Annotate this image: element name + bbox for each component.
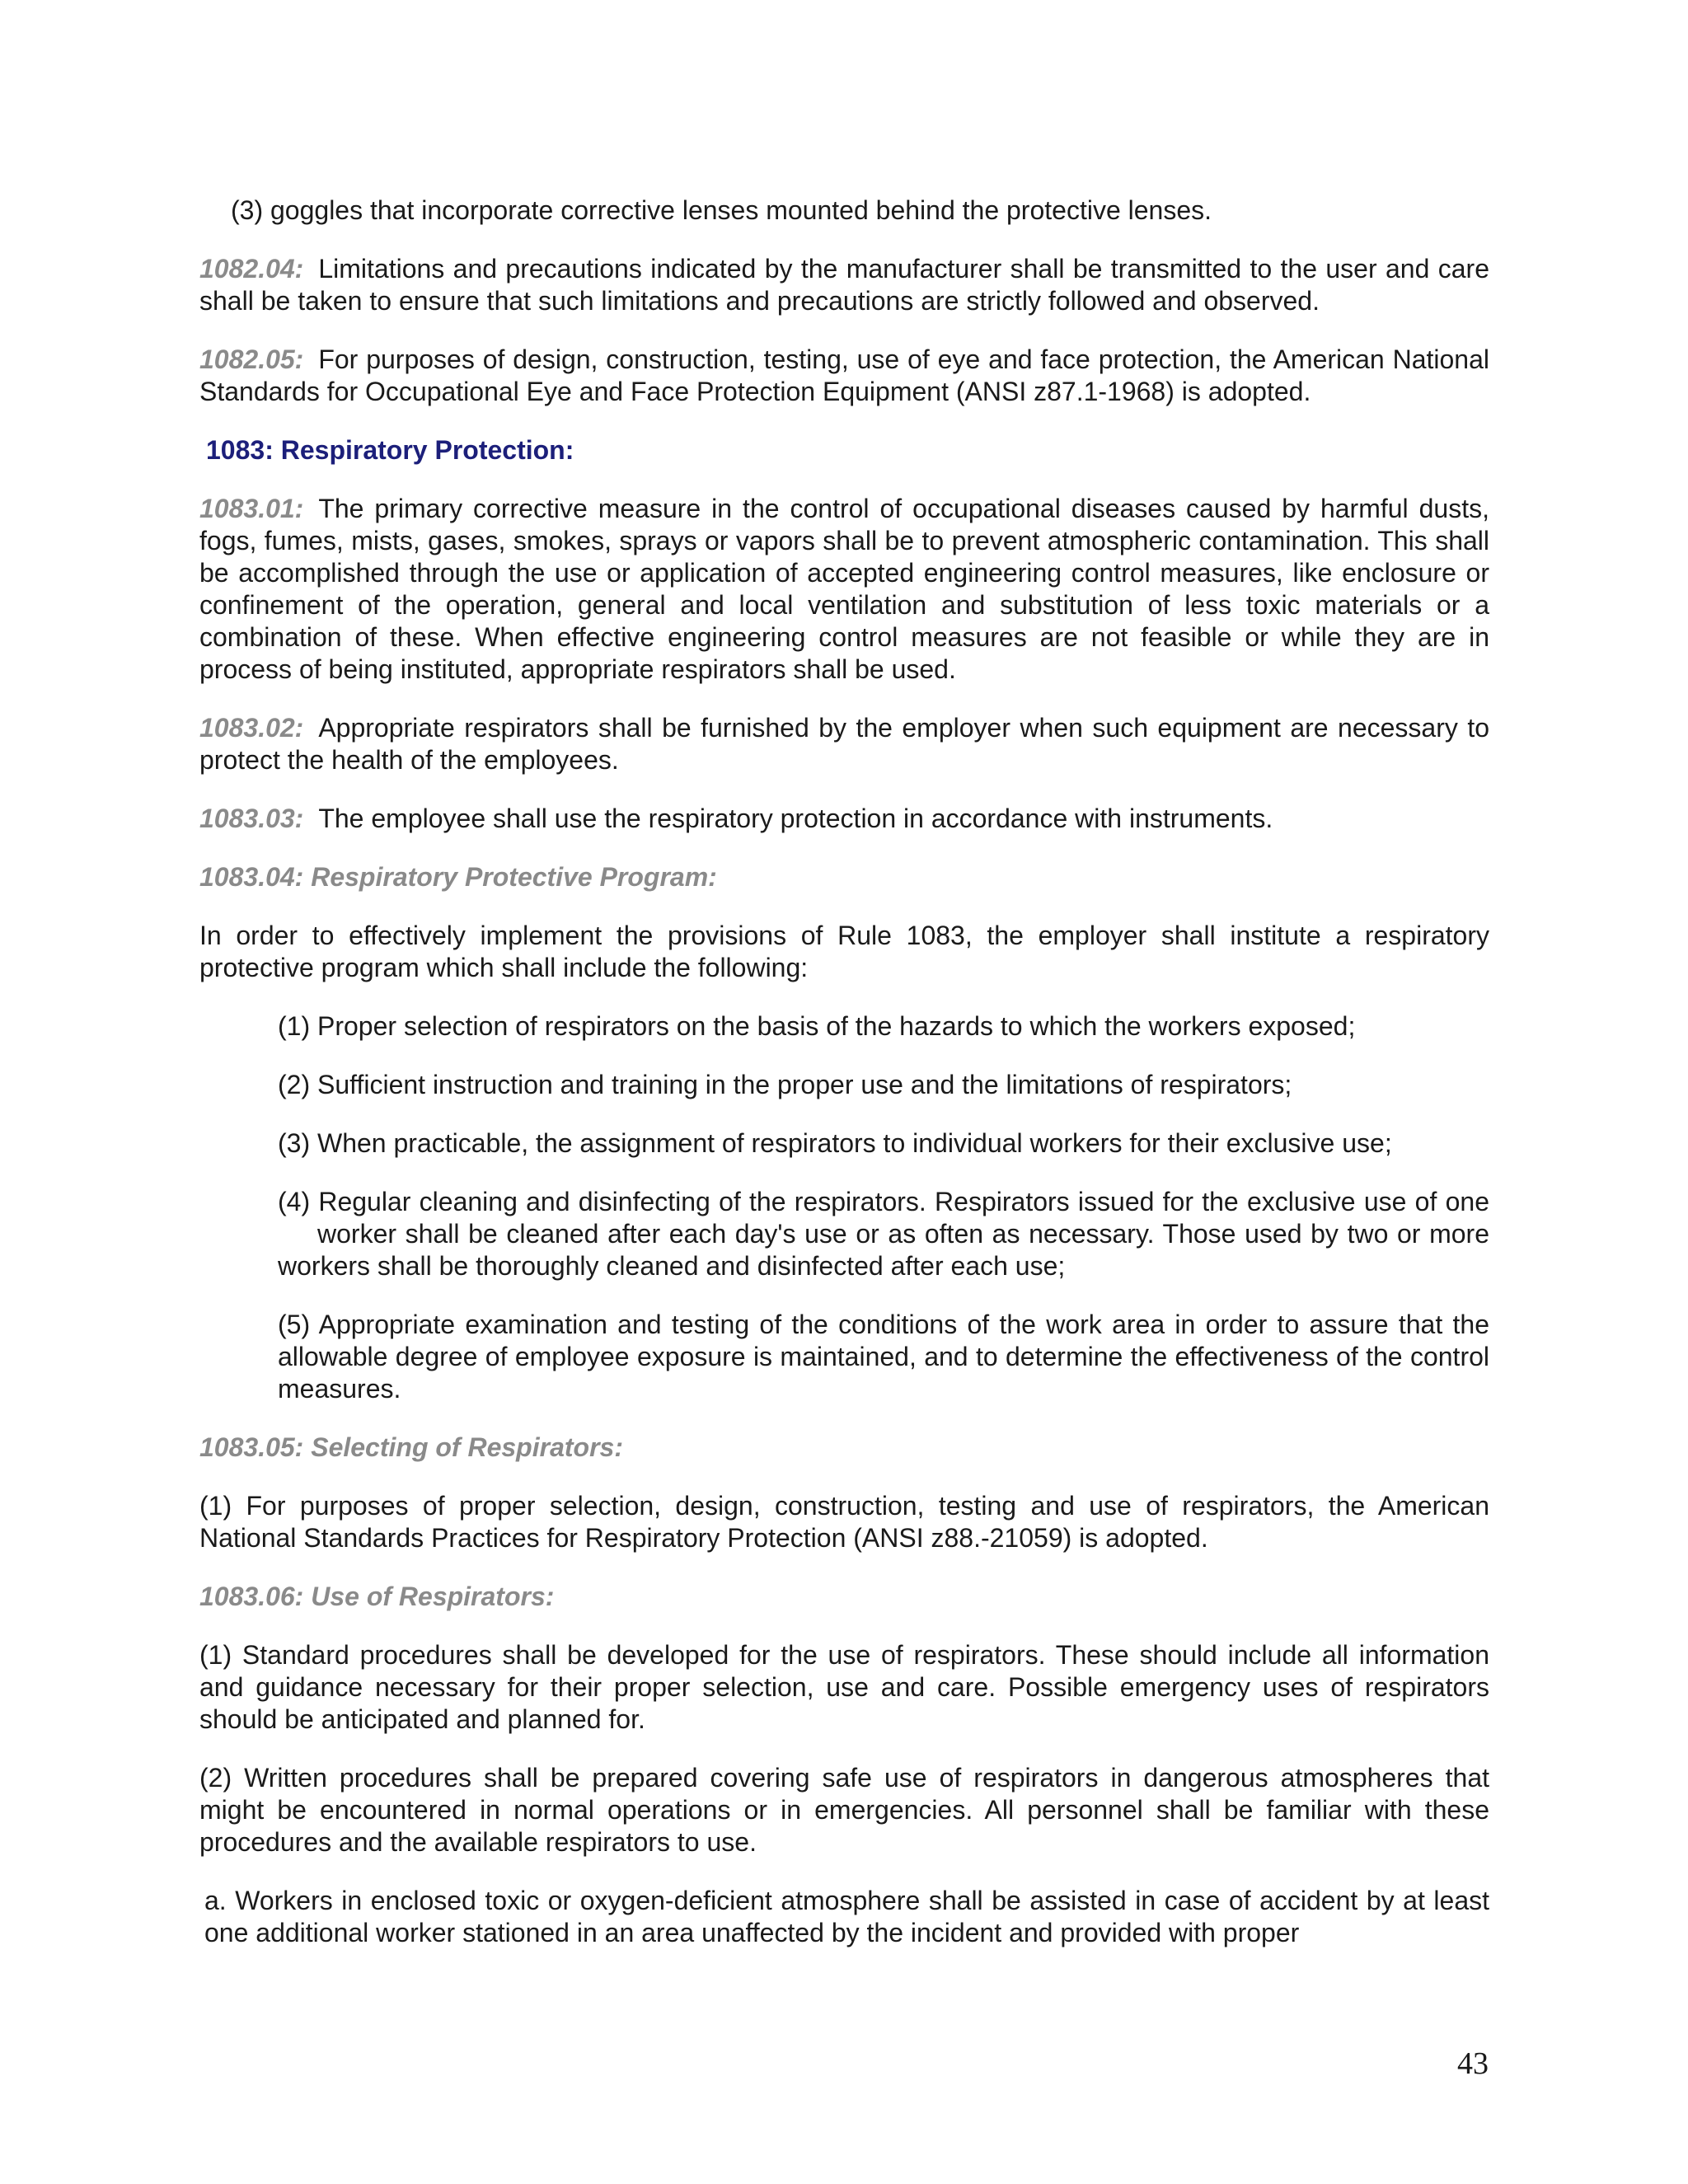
paragraph-1083-03	[199, 803, 1489, 835]
program-item-2: (2) Sufficient instruction and training in the proper use and the limitations of respirators;	[278, 1070, 1292, 1099]
subheading-1083-04: 1083.04: Respiratory Protective Program:	[199, 862, 717, 892]
section-heading-1083: 1083: Respiratory Protection:	[206, 435, 574, 465]
paragraph-1083-02	[199, 712, 1489, 776]
section-code: 1083.01:	[199, 494, 304, 523]
paragraph-1083-06-1: (1) Standard procedures shall be developed for the use of respirators. These should include all information and guidance necessary for their proper selection, use and care. Possible emergency uses of respirators should be anticipated and planned for.	[199, 1640, 1489, 1734]
section-code: 1083.02:	[199, 713, 304, 743]
paragraph-1083-01	[199, 493, 1489, 686]
subheading-1083-06: 1083.06: Use of Respirators:	[199, 1582, 555, 1611]
program-intro: In order to effectively implement the provisions of Rule 1083, the employer shall institute a respiratory protective program which shall include the following:	[199, 921, 1489, 982]
goggles-item: (3) goggles that incorporate corrective lenses mounted behind the protective lenses.	[231, 195, 1212, 225]
section-code: 1083.03:	[199, 804, 304, 833]
paragraph-1083-05-1: (1) For purposes of proper selection, design, construction, testing and use of respirators, the American National Standards Practices for Respiratory Protection (ANSI z88.-21059) is adopted.	[199, 1491, 1489, 1553]
paragraph-text: Appropriate respirators shall be furnished by the employer when such equipment are necessary to protect the health of the employees.	[199, 713, 1489, 775]
section-code: 1082.05:	[199, 344, 304, 374]
program-item-3: (3) When practicable, the assignment of respirators to individual workers for their exclusive use;	[278, 1128, 1392, 1158]
paragraph-1083-06-a: a. Workers in enclosed toxic or oxygen-deficient atmosphere shall be assisted in case of accident by at least one additional worker stationed in an area unaffected by the incident and provided with proper	[204, 1886, 1489, 1947]
subheading-1083-05: 1083.05: Selecting of Respirators:	[199, 1432, 623, 1462]
paragraph-1082-05	[199, 344, 1489, 408]
program-item-4	[278, 1186, 1489, 1282]
page-content	[199, 194, 1489, 1975]
page-number: 43	[1457, 2046, 1489, 2081]
paragraph-1082-04	[199, 253, 1489, 317]
section-code: 1082.04:	[199, 254, 304, 284]
paragraph-text: For purposes of design, construction, testing, use of eye and face protection, the American National Standards for Occupational Eye and Face Protection Equipment (ANSI z87.1-1968) is adopted.	[199, 344, 1489, 406]
item-4-part-2: worker shall be cleaned after each day's use or as often as necessary. Those used by two or more workers shall be thoroughly cleaned and disinfected after each use;	[278, 1219, 1489, 1281]
paragraph-text: Limitations and precautions indicated by the manufacturer shall be transmitted to the user and care shall be taken to ensure that such limitations and precautions are strictly followed and observed.	[199, 254, 1489, 316]
program-item-1: (1) Proper selection of respirators on the basis of the hazards to which the workers exposed;	[278, 1011, 1356, 1041]
paragraph-text: The employee shall use the respiratory protection in accordance with instruments.	[318, 804, 1273, 833]
item-4-part-1: (4) Regular cleaning and disinfecting of the respirators. Respirators issued for the exclusive use of one	[278, 1187, 1489, 1216]
paragraph-1083-06-2: (2) Written procedures shall be prepared covering safe use of respirators in dangerous atmospheres that might be encountered in normal operations or in emergencies. All personnel shall be familiar with these procedures and the available respirators to use.	[199, 1763, 1489, 1857]
paragraph-text: The primary corrective measure in the control of occupational diseases caused by harmful dusts, fogs, fumes, mists, gases, smokes, sprays or vapors shall be to prevent atmospheric contamination. This shall be accomplished through the use or application of accepted engineering control measures, like enclosure or confinement of the operation, general and local ventilation and substitution of less toxic materials or a combination of these. When effective engineering control measures are not feasible or while they are in process of being instituted, appropriate respirators shall be used.	[199, 494, 1489, 684]
program-item-5: (5) Appropriate examination and testing of the conditions of the work area in order to assure that the allowable degree of employee exposure is maintained, and to determine the effectiveness of the control measures.	[278, 1310, 1489, 1404]
